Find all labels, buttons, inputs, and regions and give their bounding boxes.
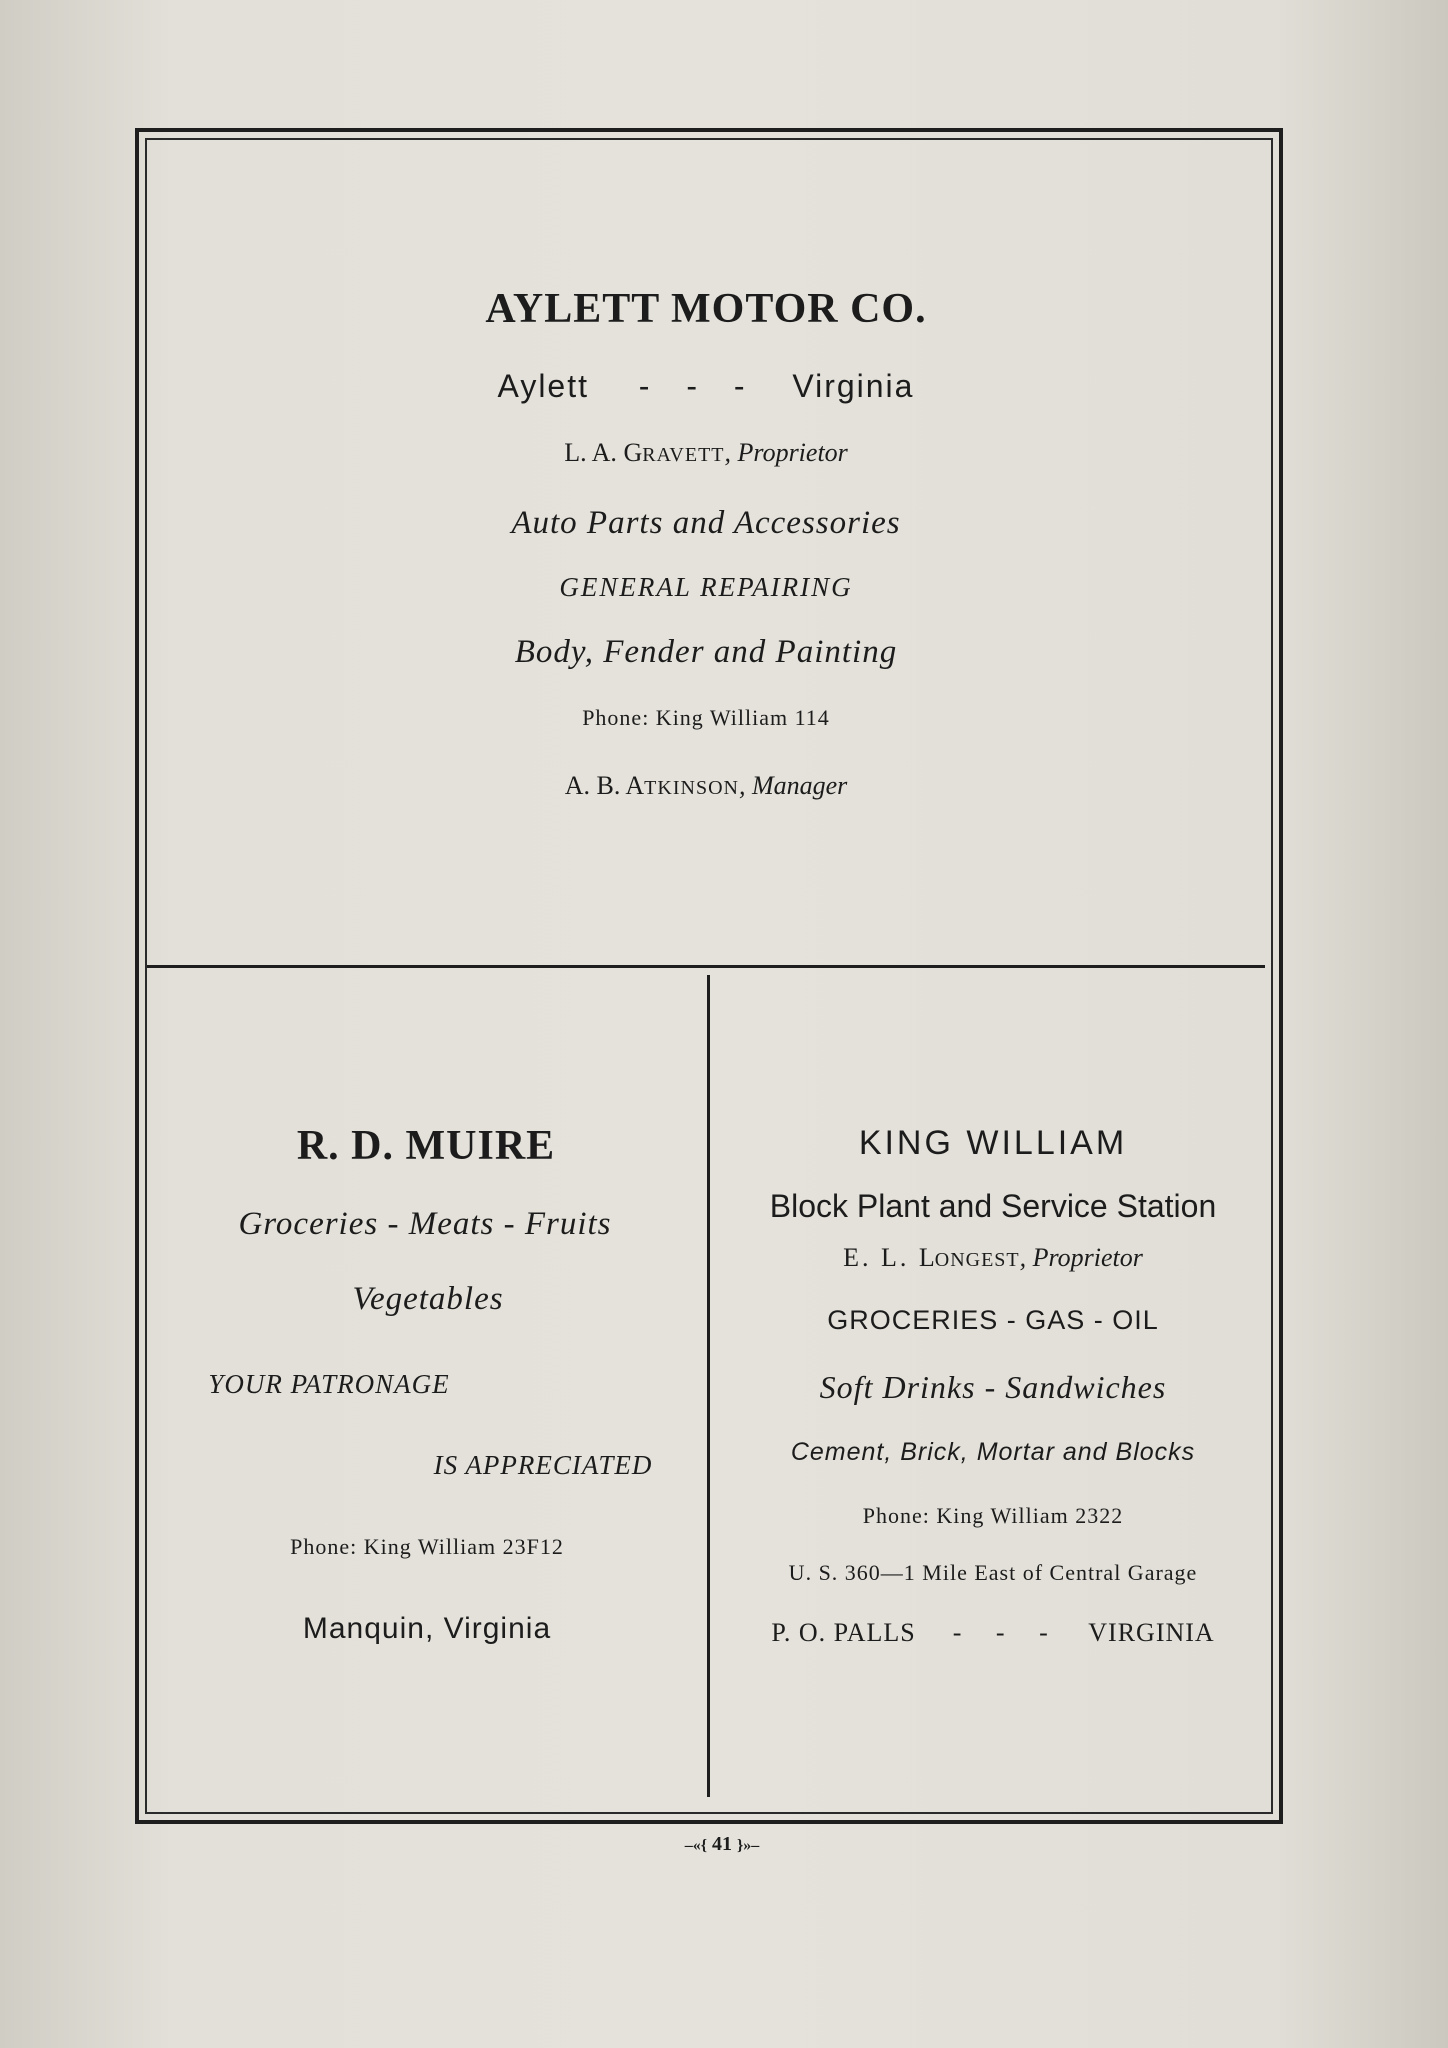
phone-line: Phone: King William 114 — [582, 705, 830, 730]
separator: - - - — [952, 1618, 1062, 1647]
proprietor-role: , Proprietor — [724, 438, 848, 467]
appreciated-line: IS APPRECIATED — [433, 1450, 653, 1480]
patronage-line: YOUR PATRONAGE — [208, 1369, 450, 1399]
proprietor-surname: ONGEST — [934, 1249, 1020, 1271]
manager-initials: A. B. — [564, 771, 626, 800]
state: Virginia — [792, 368, 915, 404]
phone-line: Phone: King William 23F12 — [290, 1534, 564, 1559]
page-number — [685, 1833, 760, 1856]
town-line — [771, 1620, 1214, 1646]
left-ornament: –«{ — [684, 1837, 707, 1854]
ad-title: KING WILLIAM — [858, 1124, 1128, 1162]
manager-role: , Manager — [738, 771, 848, 800]
town: P. O. PALLS — [771, 1618, 916, 1647]
proprietor-surname: RAVETT — [642, 444, 725, 466]
manager-surname-initial: A — [625, 771, 645, 800]
proprietor-line — [564, 440, 848, 466]
vegetables-line: Vegetables — [352, 1281, 504, 1317]
ad-title: R. D. MUIRE — [296, 1123, 556, 1169]
right-ornament: }»– — [737, 1837, 760, 1854]
proprietor-line — [843, 1245, 1143, 1271]
proprietor-initials: E. L. — [843, 1243, 919, 1272]
proprietor-initials: L. A. — [564, 438, 624, 467]
proprietor-surname-initial: L — [918, 1243, 935, 1272]
manager-line — [565, 773, 848, 799]
repairing-line: GENERAL REPAIRING — [559, 572, 853, 602]
state: VIRGINIA — [1088, 1618, 1215, 1647]
drinks-line: Soft Drinks - Sandwiches — [819, 1369, 1167, 1405]
manager-surname: TKINSON — [644, 777, 739, 799]
proprietor-role: , Proprietor — [1019, 1243, 1143, 1272]
ad-location — [498, 370, 915, 402]
subtitle-line: Block Plant and Service Station — [769, 1188, 1217, 1224]
location-line: Manquin, Virginia — [302, 1612, 552, 1645]
goods-line: GROCERIES - GAS - OIL — [827, 1305, 1159, 1335]
town: Aylett — [497, 368, 589, 404]
goods-line: Groceries - Meats - Fruits — [238, 1206, 612, 1242]
materials-line: Cement, Brick, Mortar and Blocks — [790, 1438, 1196, 1466]
separator: - - - — [638, 368, 759, 404]
ad-title: AYLETT MOTOR CO. — [485, 286, 927, 332]
phone-line: Phone: King William 2322 — [862, 1503, 1124, 1528]
vertical-divider — [707, 975, 710, 1797]
proprietor-surname-initial: G — [623, 438, 643, 467]
page-number-value: 41 — [712, 1833, 732, 1855]
parts-line: Auto Parts and Accessories — [511, 505, 901, 541]
horizontal-divider — [147, 965, 1265, 968]
directions-line: U. S. 360—1 Mile East of Central Garage — [788, 1560, 1198, 1585]
body-line: Body, Fender and Painting — [514, 634, 898, 670]
